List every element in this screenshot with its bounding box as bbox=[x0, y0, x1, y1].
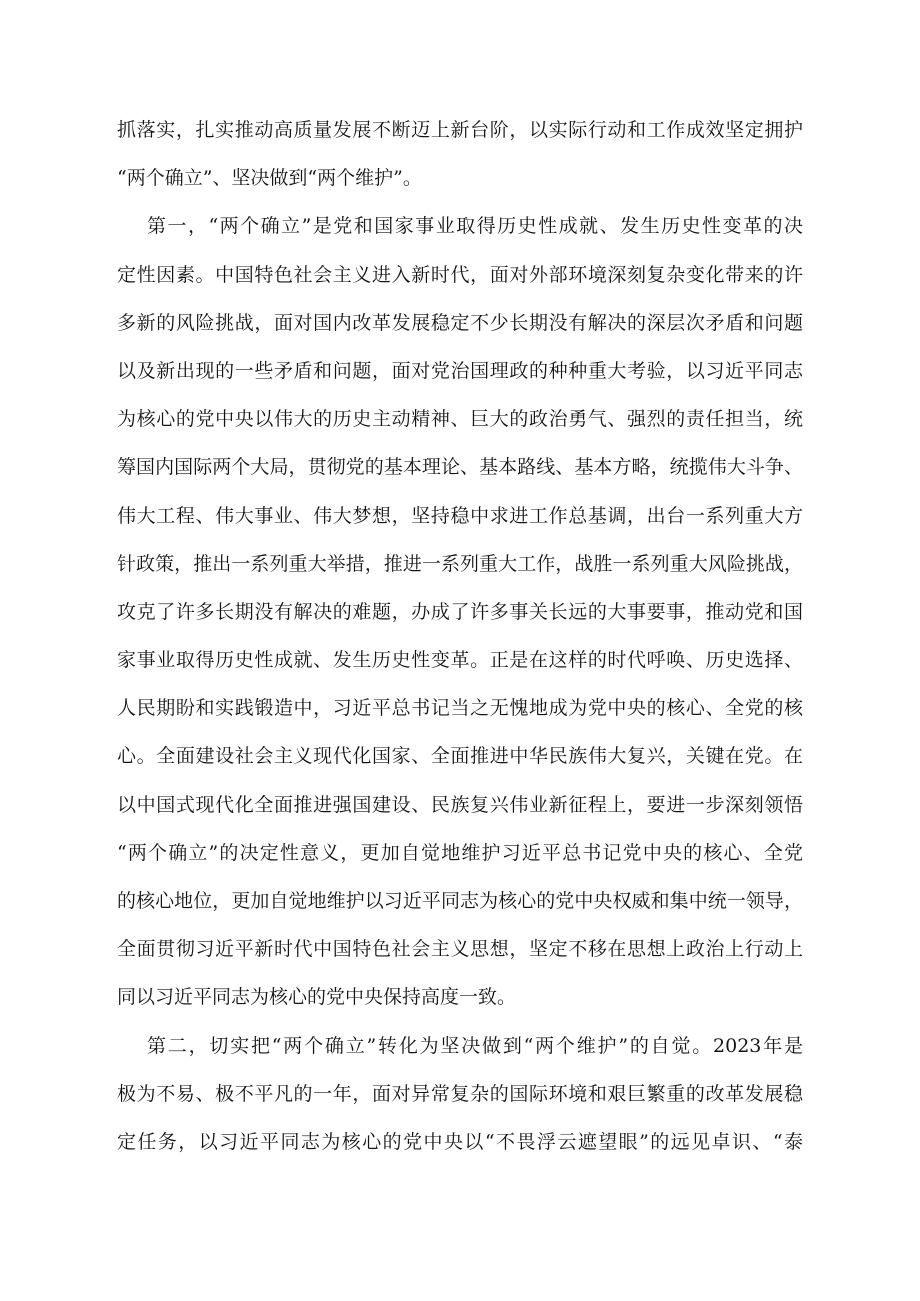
text-line: 伟大工程、伟大事业、伟大梦想，坚持稳中求进工作总基调，出台一系列重大方 bbox=[117, 504, 803, 527]
text-line: 抓落实，扎实推动高质量发展不断迈上新台阶，以实际行动和工作成效坚定拥护 bbox=[117, 119, 803, 141]
text-line: 以及新出现的一些矛盾和问题，面对党治国理政的种种重大考验，以习近平同志 bbox=[117, 359, 803, 382]
text-line: 同以习近平同志为核心的党中央保持高度一致。 bbox=[117, 986, 517, 1009]
paragraph bbox=[0, 1022, 920, 1167]
text-line: 以中国式现代化全面推进强国建设、民族复兴伟业新征程上，要进一步深刻领悟 bbox=[117, 793, 803, 816]
text-line: “两个确立”、坚决做到“两个维护”。 bbox=[117, 167, 422, 190]
text-line: 针政策，推出一系列重大举措，推进一系列重大工作，战胜一系列重大风险挑战， bbox=[117, 552, 803, 575]
text-line: 筹国内国际两个大局，贯彻党的基本理论、基本路线、基本方略，统揽伟大斗争、 bbox=[117, 456, 803, 479]
text-line: 全面贯彻习近平新时代中国特色社会主义思想，坚定不移在思想上政治上行动上 bbox=[117, 938, 803, 961]
paragraph bbox=[0, 106, 920, 202]
text-line: 为核心的党中央以伟大的历史主动精神、巨大的政治勇气、强烈的责任担当，统 bbox=[117, 408, 803, 431]
text-line: 攻克了许多长期没有解决的难题，办成了许多事关长远的大事要事，推动党和国 bbox=[117, 600, 803, 623]
text-line: “两个确立”的决定性意义，更加自觉地维护习近平总书记党中央的核心、全党 bbox=[117, 841, 803, 864]
text-line: 人民期盼和实践锻造中，习近平总书记当之无愧地成为党中央的核心、全党的核 bbox=[117, 697, 803, 720]
text-line: 第一，“两个确立”是党和国家事业取得历史性成就、发生历史性变革的决 bbox=[147, 215, 803, 238]
text-line: 的核心地位，更加自觉地维护以习近平同志为核心的党中央权威和集中统一领导， bbox=[117, 890, 803, 912]
paragraph bbox=[0, 202, 920, 1021]
text-line: 第二，切实把“两个确立”转化为坚决做到“两个维护”的自觉。2023年是 bbox=[147, 1034, 803, 1057]
text-line: 家事业取得历史性成就、发生历史性变革。正是在这样的时代呼唤、历史选择、 bbox=[117, 649, 803, 672]
text-line: 心。全面建设社会主义现代化国家、全面推进中华民族伟大复兴，关键在党。在 bbox=[117, 745, 803, 768]
text-line: 定任务，以习近平同志为核心的党中央以“不畏浮云遮望眼”的远见卓识、“泰 bbox=[117, 1130, 803, 1153]
text-line: 定性因素。中国特色社会主义进入新时代，面对外部环境深刻复杂变化带来的许 bbox=[117, 263, 803, 286]
text-line: 多新的风险挑战，面对国内改革发展稳定不少长期没有解决的深层次矛盾和问题 bbox=[117, 311, 803, 334]
text-line: 极为不易、极不平凡的一年，面对异常复杂的国际环境和艰巨繁重的改革发展稳 bbox=[117, 1082, 803, 1105]
